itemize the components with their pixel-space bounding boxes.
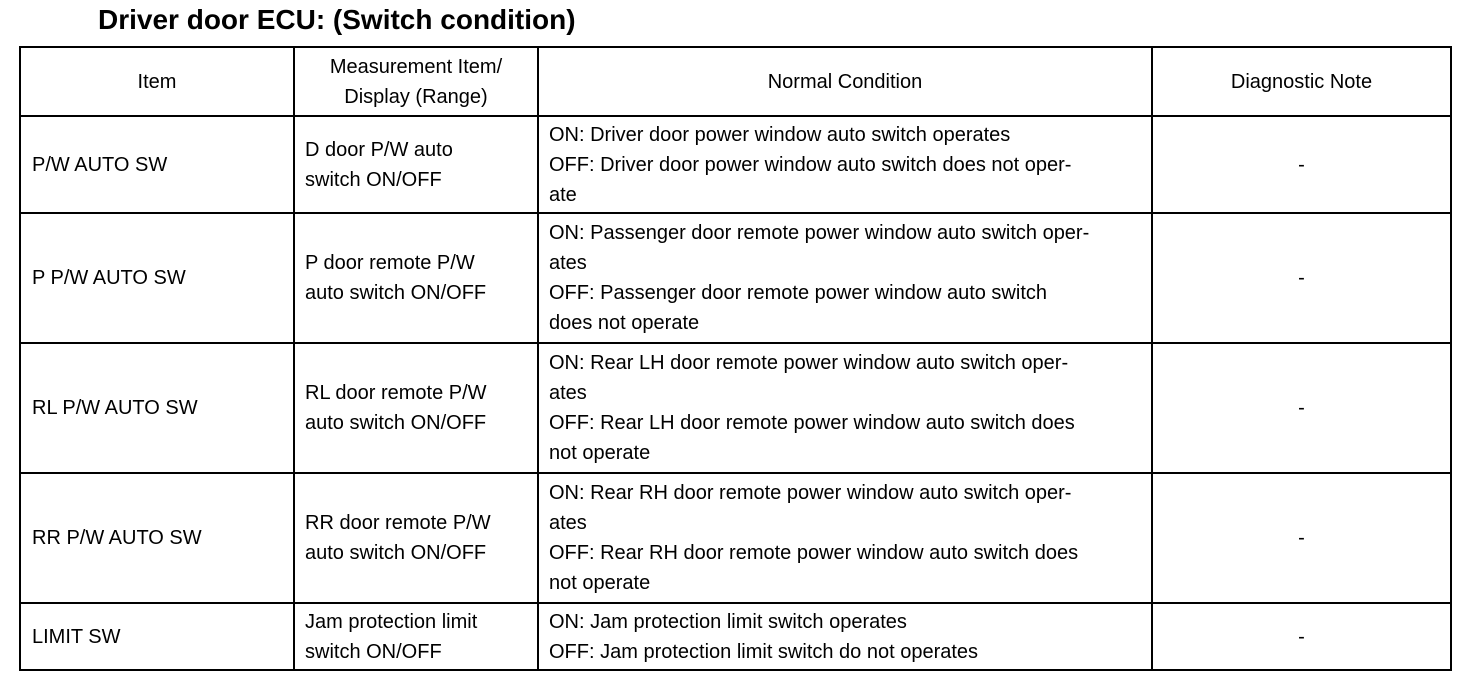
condition-line: ON: Jam protection limit switch operates bbox=[549, 610, 907, 633]
cell-normal-condition bbox=[538, 603, 1152, 670]
table-row bbox=[20, 116, 1451, 213]
cell-diagnostic-note: - bbox=[1152, 343, 1451, 473]
condition-line: ates bbox=[549, 512, 587, 534]
cell-measurement bbox=[294, 343, 538, 473]
measurement-line: Jam protection limit bbox=[305, 610, 478, 633]
condition-line: ate bbox=[549, 183, 577, 206]
cell-normal-condition bbox=[538, 213, 1152, 343]
cell-measurement bbox=[294, 213, 538, 343]
measurement-line: auto switch ON/OFF bbox=[305, 412, 487, 434]
header-measurement-line1: Measurement Item/ bbox=[329, 55, 503, 78]
measurement-line: D door P/W auto bbox=[305, 138, 453, 161]
cell-normal-condition bbox=[538, 473, 1152, 603]
cell-diagnostic-note: - bbox=[1152, 116, 1451, 213]
page-title: Driver door ECU: (Switch condition) bbox=[98, 4, 576, 35]
header-measurement bbox=[294, 47, 538, 116]
condition-line: OFF: Rear RH door remote power window auto switch does bbox=[549, 542, 1079, 564]
table-row bbox=[20, 603, 1451, 670]
measurement-line: switch ON/OFF bbox=[305, 640, 442, 663]
condition-line: OFF: Rear LH door remote power window auto switch does bbox=[549, 412, 1075, 434]
cell-diagnostic-note: - bbox=[1152, 213, 1451, 343]
measurement-line: auto switch ON/OFF bbox=[305, 282, 487, 304]
switch-condition-table bbox=[19, 46, 1452, 671]
cell-diagnostic-note: - bbox=[1152, 473, 1451, 603]
condition-line: does not operate bbox=[549, 312, 700, 334]
condition-line: OFF: Jam protection limit switch do not operates bbox=[549, 640, 979, 663]
condition-line: ON: Rear RH door remote power window auto switch oper- bbox=[549, 482, 1072, 504]
cell-item: P P/W AUTO SW bbox=[20, 213, 294, 343]
cell-item: RL P/W AUTO SW bbox=[20, 343, 294, 473]
condition-line: ON: Passenger door remote power window auto switch oper- bbox=[549, 222, 1090, 244]
table-header-row bbox=[20, 47, 1451, 116]
header-measurement-line2: Display (Range) bbox=[344, 85, 488, 108]
condition-line: ates bbox=[549, 382, 587, 404]
measurement-line: RR door remote P/W bbox=[305, 512, 491, 534]
table-row bbox=[20, 343, 1451, 473]
cell-normal-condition bbox=[538, 116, 1152, 213]
table-row bbox=[20, 473, 1451, 603]
measurement-line: switch ON/OFF bbox=[305, 168, 442, 191]
cell-item: RR P/W AUTO SW bbox=[20, 473, 294, 603]
cell-measurement bbox=[294, 603, 538, 670]
measurement-line: RL door remote P/W bbox=[305, 382, 487, 404]
condition-line: not operate bbox=[549, 572, 651, 594]
cell-normal-condition bbox=[538, 343, 1152, 473]
condition-line: ON: Driver door power window auto switch operates bbox=[549, 123, 1011, 146]
condition-line: not operate bbox=[549, 442, 651, 464]
cell-diagnostic-note: - bbox=[1152, 603, 1451, 670]
condition-line: ates bbox=[549, 252, 587, 274]
header-normal-condition: Normal Condition bbox=[538, 47, 1152, 116]
table-row bbox=[20, 213, 1451, 343]
condition-line: OFF: Driver door power window auto switch does not oper- bbox=[549, 153, 1072, 176]
header-diagnostic-note: Diagnostic Note bbox=[1152, 47, 1451, 116]
cell-item: LIMIT SW bbox=[20, 603, 294, 670]
cell-item: P/W AUTO SW bbox=[20, 116, 294, 213]
measurement-line: auto switch ON/OFF bbox=[305, 542, 487, 564]
measurement-line: P door remote P/W bbox=[305, 252, 475, 274]
cell-measurement bbox=[294, 116, 538, 213]
condition-line: ON: Rear LH door remote power window auto switch oper- bbox=[549, 352, 1069, 374]
condition-line: OFF: Passenger door remote power window auto switch bbox=[549, 282, 1047, 304]
header-item: Item bbox=[20, 47, 294, 116]
cell-measurement bbox=[294, 473, 538, 603]
